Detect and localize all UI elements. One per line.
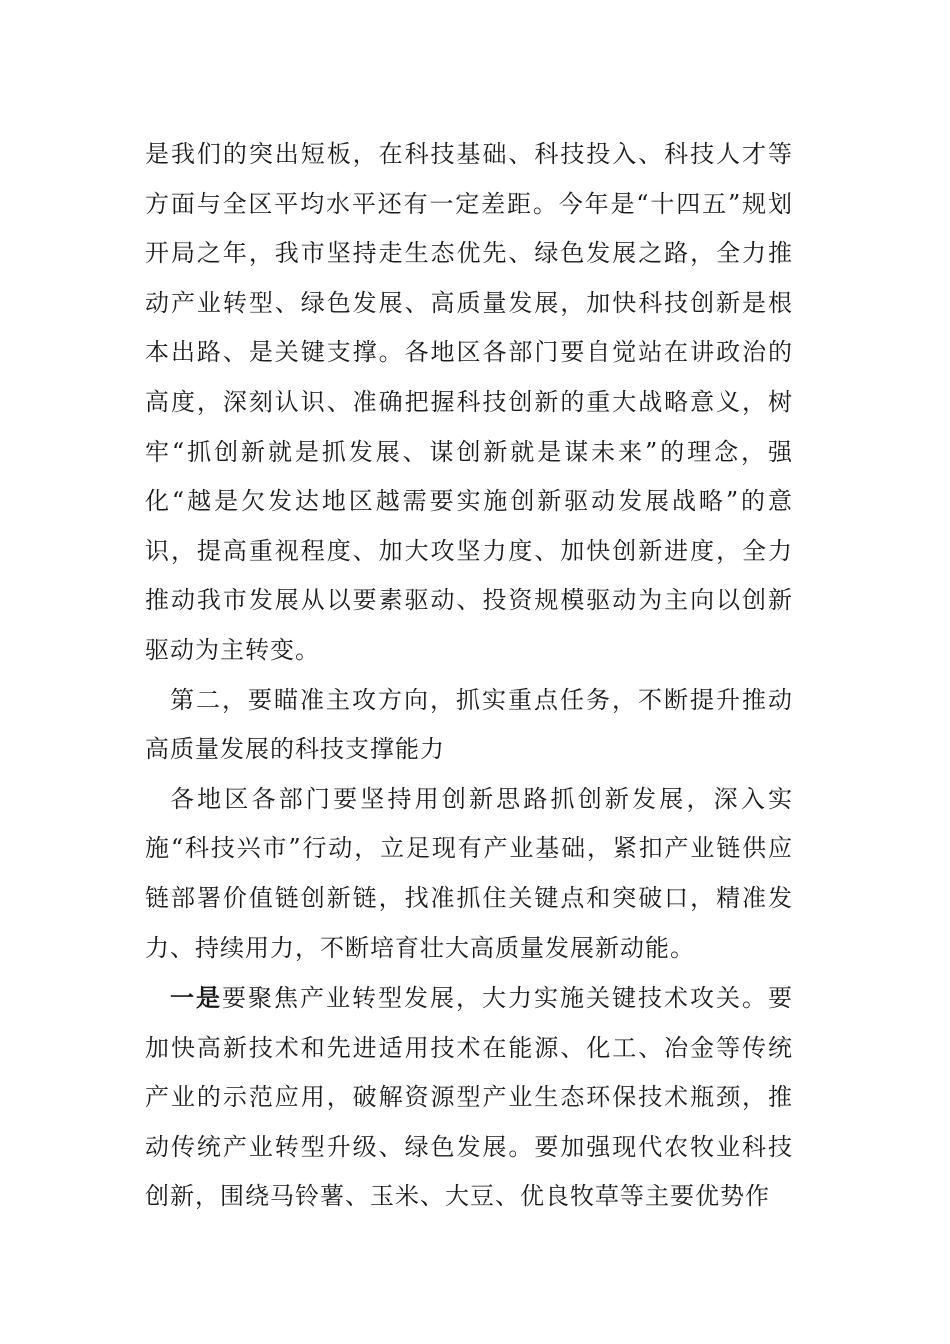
- paragraph-lead: 一是: [170, 983, 222, 1013]
- paragraph-first-point: [145, 973, 793, 1222]
- paragraph-text: 要聚焦产业转型发展，大力实施关键技术攻关。要加快高新技术和先进适用技术在能源、化工、冶金等传统产业的示范应用，破解资源型产业生态环保技术瓶颈，推动传统产业转型升级、绿色发展。要加强现代农牧业科技创新，围绕马铃薯、玉米、大豆、优良牧草等主要优势作: [145, 984, 793, 1211]
- paragraph-section-heading: 第二，要瞄准主攻方向，抓实重点任务，不断提升推动高质量发展的科技支撑能力: [145, 685, 793, 764]
- paragraph-continuation: 是我们的突出短板，在科技基础、科技投入、科技人才等方面与全区平均水平还有一定差距。今年是“十四五”规划开局之年，我市坚持走生态优先、绿色发展之路，全力推动产业转型、绿色发展、高质量发展，加快科技创新是根本出路、是关键支撑。各地区各部门要自觉站在讲政治的高度，深刻认识、准确把握科技创新的重大战略意义，树牢“抓创新就是抓发展、谋创新就是谋未来”的理念，强化“越是欠发达地区越需要实施创新驱动发展战略”的意识，提高重视程度、加大攻坚力度、加快创新进度，全力推动我市发展从以要素驱动、投资规模驱动为主向以创新驱动为主转变。: [145, 140, 793, 664]
- document-body: [145, 130, 793, 1222]
- paragraph-body: 各地区各部门要坚持用创新思路抓创新发展，深入实施“科技兴市”行动，立足现有产业基础，紧扣产业链供应链部署价值链创新链，找准抓住关键点和突破口，精准发力、持续用力，不断培育壮大高质量发展新动能。: [145, 784, 793, 962]
